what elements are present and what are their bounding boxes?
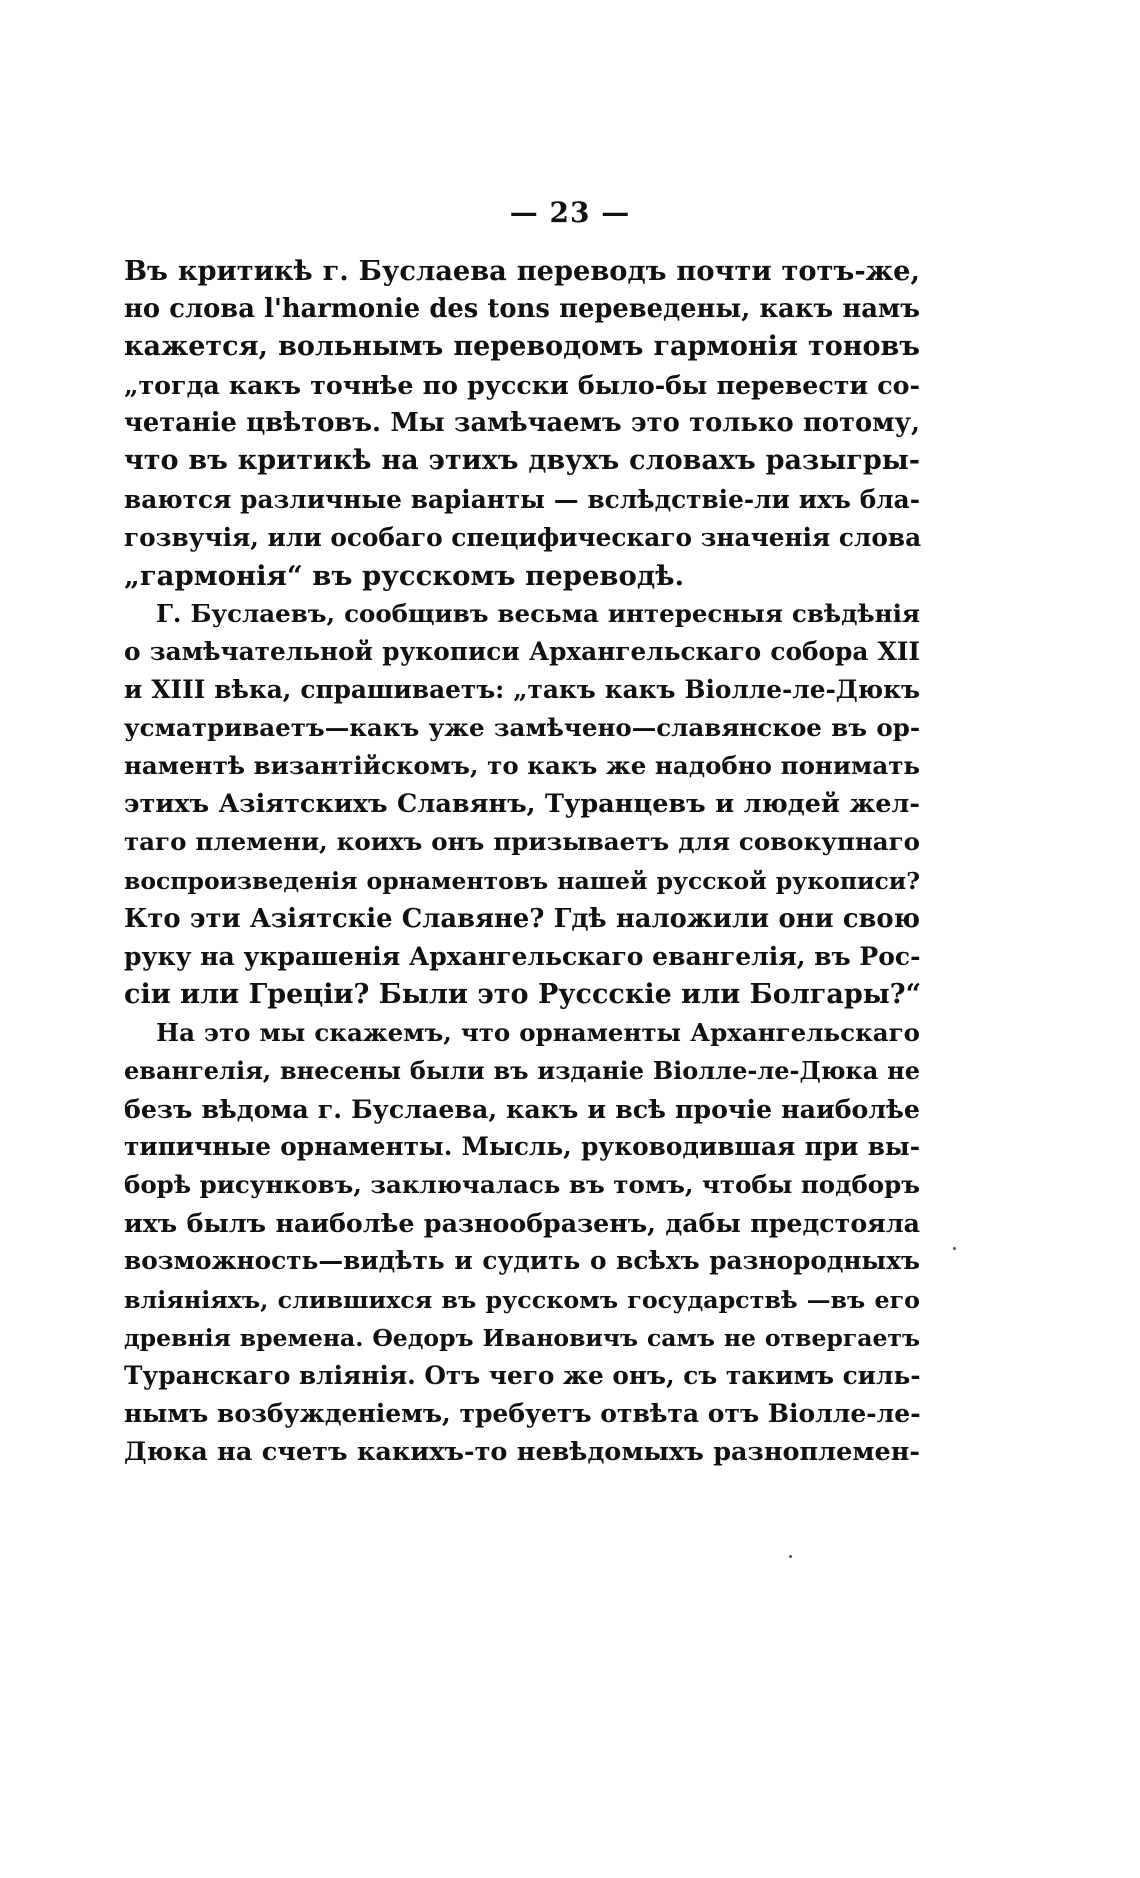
text-line: сіи или Греціи? Были это Руссскіе или Болгары?“ <box>124 978 922 1010</box>
page-number: — 23 — <box>509 196 631 229</box>
text-line: ваются различные варіанты — вслѣдствіе-ли ихъ бла- <box>124 484 920 514</box>
text-line: типичные орнаменты. Мысль, руководившая при вы- <box>124 1132 920 1162</box>
text-line: четаніе цвѣтовъ. Мы замѣчаемъ это только потому, <box>124 408 920 439</box>
text-line: Дюка на счетъ какихъ-то невѣдомыхъ разноплемен- <box>124 1436 920 1467</box>
text-line: что въ критикѣ на этихъ двухъ словахъ разыгры- <box>124 445 920 477</box>
text-line: вліяніяхъ, слившихся въ русскомъ государствѣ —въ его <box>124 1285 920 1314</box>
text-line: безъ вѣдома г. Буслаева, какъ и всѣ прочіе наиболѣе <box>124 1094 920 1125</box>
body-text <box>124 252 920 1471</box>
text-line: Туранскаго вліянія. Отъ чего же онъ, съ такимъ силь- <box>124 1360 921 1390</box>
text-line: ихъ былъ наиболѣе разнообразенъ, дабы предстояла <box>124 1208 920 1239</box>
text-line: наментѣ византійскомъ, то какъ же надобно понимать <box>124 751 920 781</box>
text-line: и XIII вѣка, спрашиваетъ: „такъ какъ Віолле-ле-Дюкъ <box>124 675 920 705</box>
text-line: о замѣчательной рукописи Архангельскаго собора XII <box>124 636 920 666</box>
print-speck <box>789 1555 792 1558</box>
text-line: но слова l'harmonie des tons переведены, какъ намъ <box>124 294 920 325</box>
print-speck <box>953 1247 956 1250</box>
text-line: На это мы скажемъ, что орнаменты Архангельскаго <box>156 1017 920 1047</box>
text-line: евангелія, внесены были въ изданіе Віолле-ле-Дюка не <box>124 1055 920 1085</box>
text-line: гозвучія, или особаго специфическаго значенія слова <box>124 522 922 552</box>
text-line: Г. Буслаевъ, сообщивъ весьма интересныя свѣдѣнія <box>156 598 920 628</box>
text-line: усматриваетъ—какъ уже замѣчено—славянское въ ор- <box>124 713 920 743</box>
text-line: „тогда какъ точнѣе по русски было-бы перевести со- <box>124 370 920 401</box>
text-line: нымъ возбужденіемъ, требуетъ отвѣта отъ Віолле-ле- <box>124 1398 921 1428</box>
text-line: борѣ рисунковъ, заключалась въ томъ, чтобы подборъ <box>124 1170 921 1200</box>
text-line: Въ критикѣ г. Буслаева переводъ почти тотъ-же, <box>124 255 920 287</box>
text-line: Кто эти Азіятскіе Славяне? Гдѣ наложили они свою <box>124 903 920 934</box>
text-line: кажется, вольнымъ переводомъ гармонія тоновъ <box>124 331 920 363</box>
text-line: воспроизведенія орнаментовъ нашей русской рукописи? <box>124 866 920 895</box>
text-line: древнія времена. Өедоръ Ивановичъ самъ не отвергаетъ <box>124 1323 920 1352</box>
text-line: „гармонія“ въ русскомъ переводѣ. <box>124 559 685 592</box>
text-line: таго племени, коихъ онъ призываетъ для совокупнаго <box>124 827 920 857</box>
text-line: этихъ Азіятскихъ Славянъ, Туранцевъ и людей жел- <box>124 789 920 820</box>
text-line: руку на украшенія Архангельскаго евангелія, въ Рос- <box>124 941 921 971</box>
text-line: возможность—видѣть и судить о всѣхъ разнородныхъ <box>124 1246 920 1276</box>
